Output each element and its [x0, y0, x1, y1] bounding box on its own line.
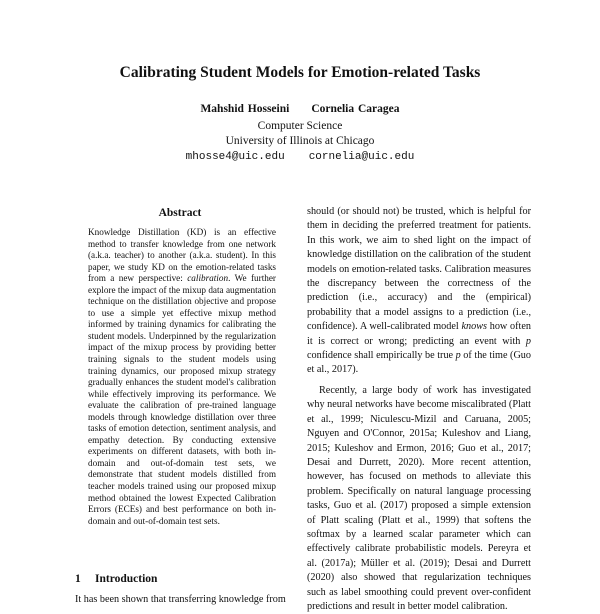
introduction-first-line: It has been shown that transferring knowledge from — [75, 594, 286, 605]
paragraph: should (or should not) be trusted, which is helpful for them in deciding the preferred treatment for patients. In this work, we aim to shed light on the impact of knowledge distillation on the calibration of the student models on emotion-related tasks. Calibration measures the discrepancy between the correctness of the prediction (i.e., accuracy) and the (empirical) probability that a model assigns to a prediction (i.e., confidence). A well-calibrated model knows how often it is correct or wrong; predicting an event with p confidence shall empirically be true p of the time (Guo et al., 2017). — [307, 206, 531, 376]
section-heading-introduction — [75, 573, 157, 585]
abstract-text: Knowledge Distillation (KD) is an effective method to transfer knowledge from one network (a.k.a. teacher) to another (a.k.a. student). In this paper, we study KD on the emotion-related tasks from a new perspective: calibration. We further explore the impact of the mixup data augmentation technique on the distillation objective and propose to use a simple yet effective mixup method informed by training dynamics for calibrating the student models. Underpinned by the regularization impact of the mixup process by providing better training signals to the student models using training dynamics, our proposed mixup strategy gradually enhances the student model's calibration while effectively improving its performance. We evaluate the calibration of pre-trained language models through knowledge distillation over three tasks of emotion detection, sentiment analysis, and empathy detection. By conducting extensive experiments on different datasets, with both in-domain and out-of-domain test sets, we demonstrate that student models distilled from teacher models trained using our proposed mixup method obtained the lowest Expected Calibration Errors (ECEs) and best performance on both in-domain and out-of-domain test sets. — [88, 227, 276, 526]
left-column — [75, 207, 285, 527]
email: cornelia@uic.edu — [308, 151, 415, 163]
author-name: Mahshid Hosseini — [200, 103, 290, 115]
department: Computer Science — [257, 120, 343, 132]
abstract-heading: Abstract — [158, 207, 202, 219]
paper-title: Calibrating Student Models for Emotion-related Tasks — [119, 64, 481, 81]
section-title: Introduction — [95, 573, 158, 585]
section-number: 1 — [75, 573, 81, 585]
university: University of Illinois at Chicago — [225, 135, 375, 147]
email: mhosse4@uic.edu — [185, 151, 285, 163]
author-emails — [0, 151, 600, 163]
right-column — [307, 205, 531, 614]
author-name: Cornelia Caragea — [311, 103, 400, 115]
paragraph: Recently, a large body of work has investigated why neural networks have become miscalibrated (Platt et al., 1999; Niculescu-Mizil and Caruana, 2005; Nguyen and O'Connor, 2015a; Kuleshov and Liang, 2015; Kuleshov and Ermon, 2016; Guo et al., 2017; Desai and Durrett, 2020). More recent attention, however, has focused on methods to alleviate this problem. Specifically on natural language processing tasks, Guo et al. (2017) proposed a simple extension of Platt scaling (Platt et al., 1999) that softens the softmax by a learned scalar parameter which can effectively calibrate probabilistic models. Pereyra et al. (2017a); Müller et al. (2019); Desai and Durrett (2020) also showed that regularization techniques such as label smoothing could prevent over-confident predictions and result in better model calibration. — [307, 384, 531, 612]
author-list — [0, 103, 600, 115]
